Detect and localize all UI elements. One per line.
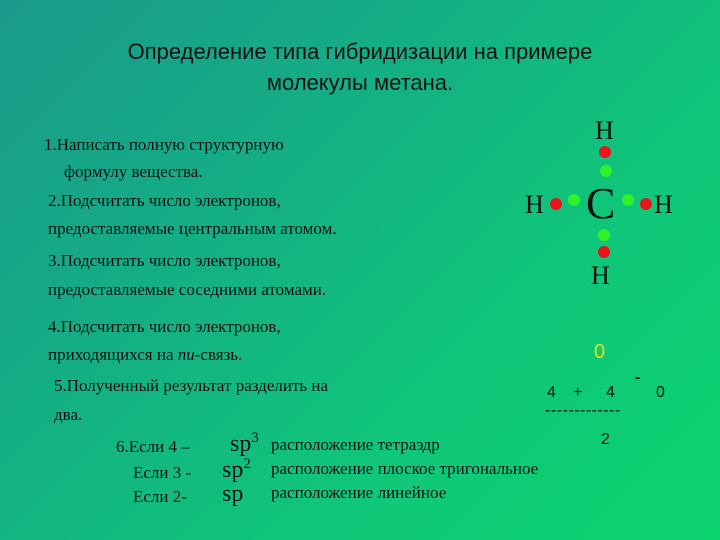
calc-divider: -------------	[545, 402, 621, 419]
atom-h-bottom: H	[591, 261, 610, 290]
step-2-line-1: 2.Подсчитать число электронов,	[48, 191, 281, 210]
step-5-line-1: 5.Полученный результат разделить на	[54, 376, 329, 395]
rule-2-desc: расположение плоское тригональное	[271, 459, 539, 478]
step-1-line-1: 1.Написать полную структурную	[44, 135, 284, 154]
electron-h-right	[640, 198, 652, 210]
step-4-text-italic: пи	[177, 345, 195, 364]
electron-c-bottom	[598, 229, 610, 241]
calc-plus: +	[573, 384, 583, 401]
rule-1-orbital-exp: 3	[251, 430, 259, 446]
step-4-text-post: -связь.	[194, 345, 243, 364]
atom-h-top: H	[595, 116, 614, 145]
rule-3-prefix: Если 2-	[133, 487, 187, 506]
calc-a: 4	[547, 384, 556, 401]
step-4-text-pre: приходящихся на	[48, 345, 178, 364]
rule-1-orbital-text: sp	[230, 431, 252, 457]
rule-1-orbital	[230, 432, 259, 456]
calc-b: 4	[606, 384, 615, 401]
electron-c-left	[568, 194, 580, 206]
rule-2-orbital	[222, 458, 251, 482]
page-title	[0, 36, 720, 98]
step-1-line-2: формулу вещества.	[64, 162, 203, 181]
electron-c-top	[600, 165, 612, 177]
rule-3-orbital	[222, 482, 243, 506]
rule-1-desc: расположение тетраэдр	[271, 435, 440, 454]
electron-h-left	[550, 198, 562, 210]
title-line-1: Определение типа гибридизации на примере	[127, 39, 593, 64]
atom-h-right: H	[654, 190, 673, 219]
step-4-line-1: 4.Подсчитать число электронов,	[48, 317, 281, 336]
calc-minus: -	[635, 369, 641, 386]
rule-2-orbital-text: sp	[222, 457, 244, 483]
atom-h-left: H	[525, 190, 544, 219]
calc-denominator: 2	[601, 431, 610, 448]
step-5-line-2: два.	[54, 405, 83, 424]
rule-2-prefix: Если 3 -	[133, 463, 192, 482]
title-line-2: молекулы метана.	[266, 70, 454, 95]
electron-c-right	[622, 194, 634, 206]
rule-3-orbital-text: sp	[222, 481, 244, 507]
rule-3-desc: расположение линейное	[271, 483, 447, 502]
step-3-line-2: предоставляемые соседними атомами.	[48, 280, 327, 299]
calc-c: 0	[656, 384, 665, 401]
electron-h-bottom	[598, 246, 610, 258]
rule-1-prefix: 6.Если 4 –	[116, 437, 190, 456]
step-2-line-2: предоставляемые центральным атомом.	[48, 219, 337, 238]
calc-zero: 0	[594, 341, 606, 363]
step-4-line-2	[48, 344, 242, 366]
electron-h-top	[599, 146, 611, 158]
rule-2-orbital-exp: 2	[243, 456, 251, 472]
atom-c-center: C	[586, 179, 616, 228]
step-3-line-1: 3.Подсчитать число электронов,	[48, 251, 281, 270]
